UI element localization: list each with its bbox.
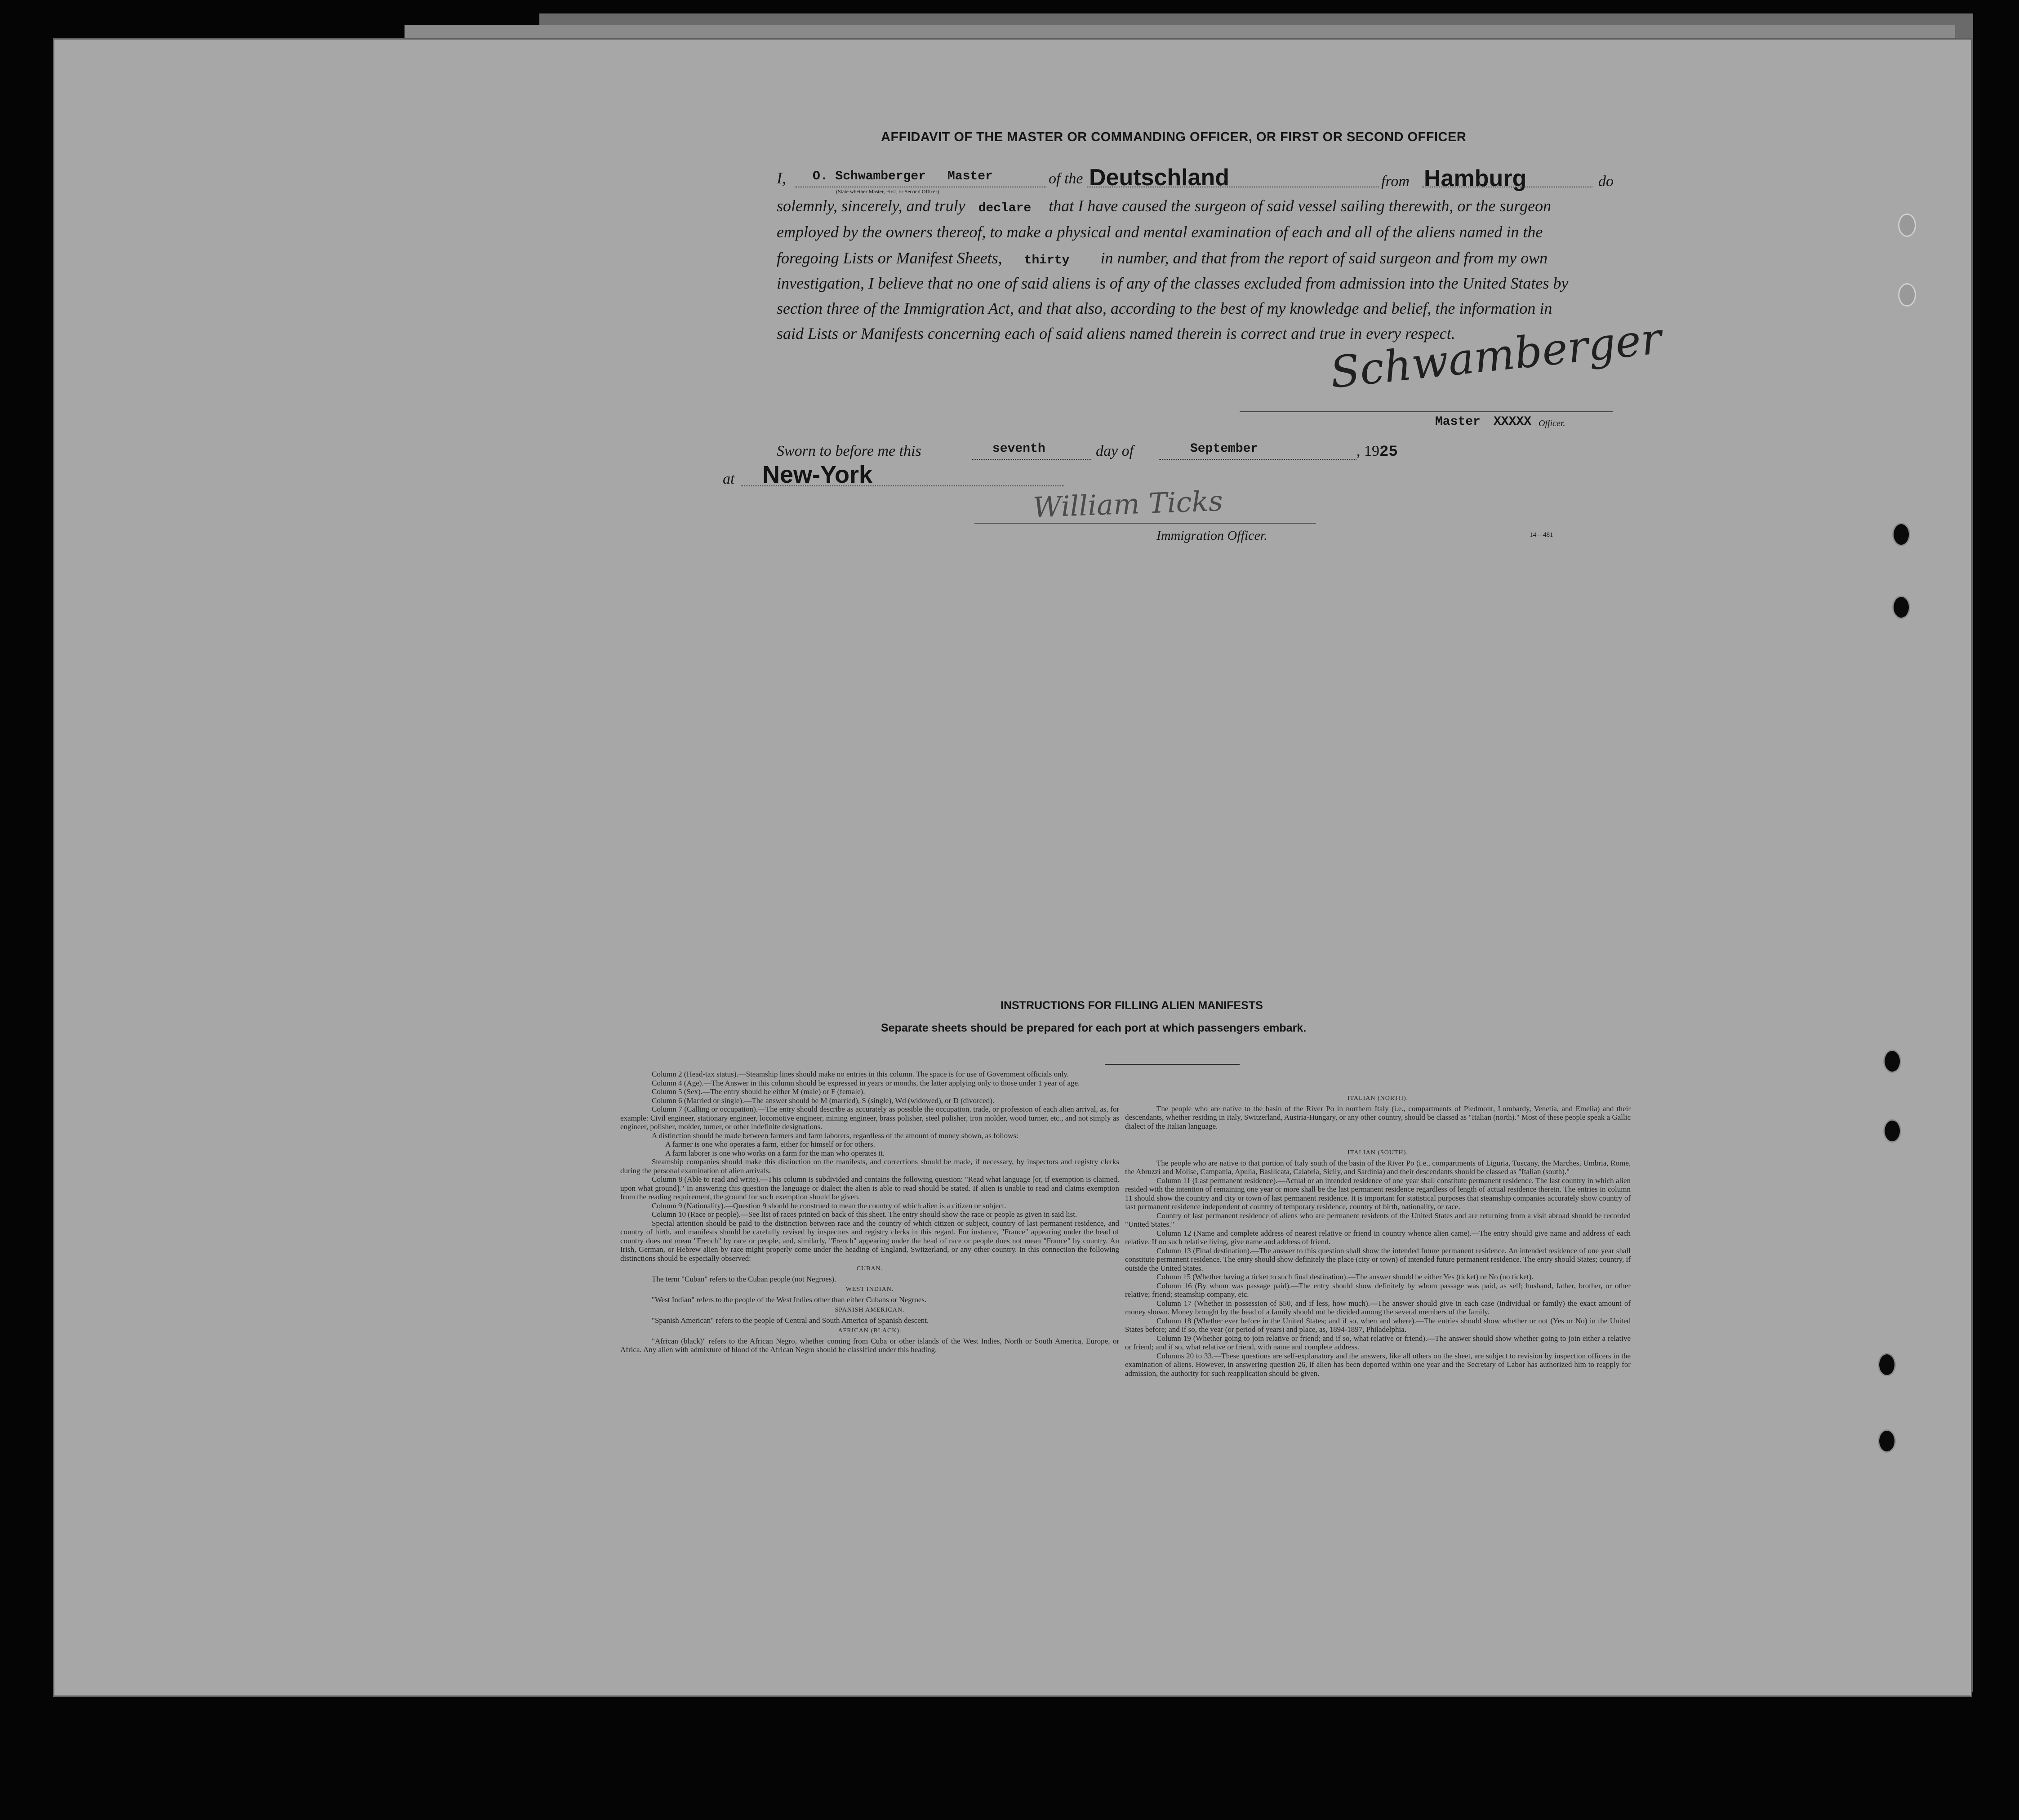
month-rule xyxy=(1159,459,1356,460)
sworn-month-field: September xyxy=(1190,442,1259,456)
port-field: Hamburg xyxy=(1424,165,1527,191)
west-indian-heading: WEST INDIAN. xyxy=(845,1286,894,1293)
officer-signature: William Ticks xyxy=(1032,484,1223,524)
vessel-name-field: Deutschland xyxy=(1089,165,1230,191)
instruction-paragraph: Column 16 (By whom was passage paid).—The entry should show definitely by whom passage was paid, as self; husband, father, brother, or other relative; friend; steamship company, etc. xyxy=(1125,1281,1631,1299)
instruction-paragraph: Column 11 (Last permanent residence).—Actual or an intended residence of one year shall constitute permanent residence. The last country in which alien resided with the intention of remaining one year or more shall be the last permanent residence regardless of length of actual residence therein. The entries in column 11 should show the country and city or town of last permanent residence. It is important for statistical purposes that steamship companies accurately show country of last permanent residence independent of country of temporary residence, country of birth, nationality, or race. xyxy=(1125,1176,1631,1211)
affidavit-line-2: solemnly, sincerely, and truly declare that I have caused the surgeon of said vessel sailing therewith, or the surgeon xyxy=(777,197,1552,215)
place-rule xyxy=(741,485,1064,486)
sworn-prefix: Sworn to before me this xyxy=(777,443,921,459)
italian-north-heading: ITALIAN (NORTH). xyxy=(1347,1095,1409,1102)
instruction-paragraph: Column 15 (Whether having a ticket to such final destination).—The answer should be either Yes (ticket) or No (no ticket). xyxy=(1156,1273,1534,1281)
at-label: at xyxy=(723,471,735,487)
affidavit-line-5: investigation, I believe that no one of said aliens is of any of the classes excluded from admission into the United States by xyxy=(777,274,1569,292)
instruction-paragraph: Column 10 (Race or people).—See list of races printed on back of this sheet. The entry should show the race or people as given in said list. xyxy=(652,1210,1077,1219)
sworn-year: , 1925 xyxy=(1356,443,1398,461)
instruction-paragraph: The people who are native to that portion of Italy south of the basin of the River Po (i.e., compartments of Liguria, Tuscany, the Marches, Umbria, Rome, the Abruzzi and Molise, Campania, Apulia, Basilicata, Calabria, Sicily, and Sardinia) and their descendants should be classed as "Italian (south)." xyxy=(1125,1158,1631,1176)
african-heading: AFRICAN (BLACK). xyxy=(838,1327,902,1334)
punch-hole-icon xyxy=(1892,523,1910,546)
west-indian-text: "West Indian" refers to the people of the West Indies other than either Cubans or Negroes. xyxy=(652,1295,927,1304)
instructions-title: INSTRUCTIONS FOR FILLING ALIEN MANIFESTS xyxy=(1001,999,1263,1012)
instructions-right-column xyxy=(1125,1092,1631,1378)
of-the-label: of the xyxy=(1049,170,1083,187)
affidavit-line-4: foregoing Lists or Manifest Sheets, thirty in number, and that from the report of said surgeon and from my own xyxy=(777,249,1548,267)
affidavit-line-3: employed by the owners thereof, to make a physical and mental examination of each and all of the aliens named in the xyxy=(777,223,1543,241)
instruction-paragraph: Column 17 (Whether in possession of $50, and if less, how much).—The answer should give in each case (individual or family) the exact amount of money shown. Money brought by the head of a family should not be divided among the several members of the family. xyxy=(1125,1299,1631,1316)
instruction-paragraph: Column 7 (Calling or occupation).—The entry should describe as accurately as possible the occupation, trade, or profession of each alien arrival, as, for example: Civil engineer, stationary engineer, locomotive engineer, mining engineer, brass polisher, steel polisher, iron molder, wood turner, etc., and not simply as engineer, polisher, molder, turner, or other indefinite designations. xyxy=(620,1105,1119,1131)
african-text: "African (black)" refers to the African Negro, whether coming from Cuba or other islands of the West Indies, North or South America, Europe, or Africa. Any alien with admixture of blood of the African Negro should be classified under this heading. xyxy=(620,1336,1119,1354)
signer-title: Master xyxy=(1435,415,1481,429)
instruction-paragraph: Column 4 (Age).—The Answer in this column should be expressed in years or months, the latter applying only to those under 1 year of age. xyxy=(652,1078,1080,1087)
instruction-paragraph: Column 5 (Sex).—The entry should be either M (male) or F (female). xyxy=(652,1087,865,1096)
punch-hole-icon xyxy=(1878,1353,1896,1376)
spanish-american-text: "Spanish American" refers to the people of Central and South America of Spanish descent. xyxy=(652,1316,929,1325)
instruction-paragraph: A farmer is one who operates a farm, either for himself or for others. xyxy=(665,1140,875,1148)
affidavit-line-1: I, xyxy=(777,169,786,187)
punch-hole-icon xyxy=(1883,1050,1901,1073)
manifest-page xyxy=(53,38,1972,1697)
officer-word: Officer. xyxy=(1539,418,1565,428)
officer-label: Immigration Officer. xyxy=(1156,528,1267,543)
master-name-field: O. Schwamberger xyxy=(813,169,926,183)
affidavit-line-7: said Lists or Manifests concerning each of said aliens named therein is correct and true in every respect. xyxy=(777,325,1455,343)
instruction-paragraph: Special attention should be paid to the distinction between race and the country of which citizen or subject, country of last permanent residence, and country of birth, and manifests should be carefully revised by inspectors and registry clerks in this regard. For instance, "France" appearing under the head of country does not mean "French" by race or people, and, similarly, "French" appearing under the head of race or people does not mean "France" by country. An Irish, German, or Hebrew alien by race might properly come under the heading of England, Switzerland, or any other country. In this connection the following distinctions should be especially observed: xyxy=(620,1219,1119,1263)
punch-hole-icon xyxy=(1878,1429,1896,1453)
cuban-heading: CUBAN. xyxy=(856,1265,883,1272)
day-of-label: day of xyxy=(1096,443,1134,459)
instruction-paragraph: Column 9 (Nationality).—Question 9 should be construed to mean the country of which alien is a citizen or subject. xyxy=(652,1201,1006,1210)
instruction-paragraph: Column 12 (Name and complete address of nearest relative or friend in country whence alien came).—The entry should give name and address of each relative. If no such relative living, give name and address of friend. xyxy=(1125,1228,1631,1246)
place-field: New-York xyxy=(762,461,873,488)
italian-south-heading: ITALIAN (SOUTH). xyxy=(1347,1149,1408,1156)
from-label: from xyxy=(1381,173,1410,190)
signer-struck: XXXXX xyxy=(1494,415,1532,429)
instruction-paragraph: Columns 20 to 33.—These questions are self-explanatory and the answers, like all others on the sheet, are subject to revision by inspection officers in the examination of aliens. However, in answering question 26, if alien has been deported within one year and the Secretary of Labor has authorized him to reapply for admission, the authority for such reapplication should be given. xyxy=(1125,1351,1631,1378)
declare-field: declare xyxy=(978,201,1032,215)
instruction-paragraph: Steamship companies should make this distinction on the manifests, and corrections should be made, if necessary, by inspectors and registry clerks during the personal examination of alien arrivals. xyxy=(620,1157,1119,1175)
instruction-paragraph: A farm laborer is one who works on a farm for the man who operates it. xyxy=(665,1148,885,1157)
sworn-day-field: seventh xyxy=(992,442,1045,456)
affidavit-title: AFFIDAVIT OF THE MASTER OR COMMANDING OFFICER, OR FIRST OR SECOND OFFICER xyxy=(881,130,1467,144)
instructions-subtitle: Separate sheets should be prepared for each port at which passengers embark. xyxy=(881,1022,1307,1034)
rank-hint: (State whether Master, First, or Second Officer) xyxy=(836,188,939,195)
cuban-text: The term "Cuban" refers to the Cuban people (not Negroes). xyxy=(652,1274,836,1283)
instruction-paragraph: Column 13 (Final destination).—The answer to this question shall show the intended future permanent residence. An intended residence of one year shall constitute permanent residence. The entry should show definitely the place (city or town) of intended future permanent residence. The entry should States; country, if outside the United States. xyxy=(1125,1246,1631,1273)
instruction-paragraph: A distinction should be made between farmers and farm laborers, regardless of the amount of money shown, as follows: xyxy=(652,1131,1018,1140)
instructions-left-column xyxy=(620,1070,1119,1354)
instructions-divider xyxy=(1105,1064,1240,1065)
spanish-american-heading: SPANISH AMERICAN. xyxy=(835,1307,905,1313)
punch-hole-icon xyxy=(1898,283,1916,307)
instruction-paragraph: Column 2 (Head-tax status).—Steamship lines should make no entries in this column. The space is for use of Government officials only. xyxy=(652,1070,1069,1078)
sheet-count-field: thirty xyxy=(1024,254,1070,267)
instruction-paragraph: Column 8 (Able to read and write).—This column is subdivided and contains the following question: "Read what language [or, if exemption is claimed, upon what ground]." In answering this question the language or dialect the alien is able to read should be stated. If alien is unable to read and claims exemption from the reading requirement, the ground for such exemption should be given. xyxy=(620,1175,1119,1201)
rank-field: Master xyxy=(947,169,993,183)
do-label: do xyxy=(1598,173,1614,190)
italian-north-text: The people who are native to the basin of the River Po in northern Italy (i.e., compartments of Piedmont, Lombardy, Venetia, and Emelia) and their descendants, whether residing in Italy, Switzerland, Austria-Hungary, or any other country, should be classed as "Italian (north)." Most of these people speak a Gallic dialect of the Italian language. xyxy=(1125,1104,1631,1130)
signature-rule xyxy=(1240,411,1613,412)
master-signature: Schwamberger xyxy=(1328,313,1664,398)
instruction-paragraph: Column 18 (Whether ever before in the United States; and if so, when and where).—The entries should show whether or not (Yes or No) in the United States before; and if so, the year (or period of years) and place, as, 1894-1897, Philadelphia. xyxy=(1125,1316,1631,1334)
officer-rule xyxy=(974,523,1316,524)
instruction-paragraph: Column 6 (Married or single).—The answer should be M (married), S (single), Wd (widowed), or D (divorced). xyxy=(652,1096,995,1105)
instruction-paragraph: Country of last permanent residence of aliens who are permanent residents of the United States and are returning from a visit abroad should be recorded "United States." xyxy=(1125,1211,1631,1228)
affidavit-line-6: section three of the Immigration Act, and that also, according to the best of my knowledge and belief, the information in xyxy=(777,299,1552,317)
instruction-paragraph: Column 19 (Whether going to join relative or friend; and if so, what relative or friend).—The answer should show whether going to join either a relative or friend; and if so, what relative or friend, with name and complete address. xyxy=(1125,1334,1631,1351)
punch-hole-icon xyxy=(1883,1119,1901,1143)
form-number: 14—481 xyxy=(1530,531,1553,538)
day-rule xyxy=(972,459,1091,460)
punch-hole-icon xyxy=(1898,214,1916,237)
punch-hole-icon xyxy=(1892,596,1910,619)
